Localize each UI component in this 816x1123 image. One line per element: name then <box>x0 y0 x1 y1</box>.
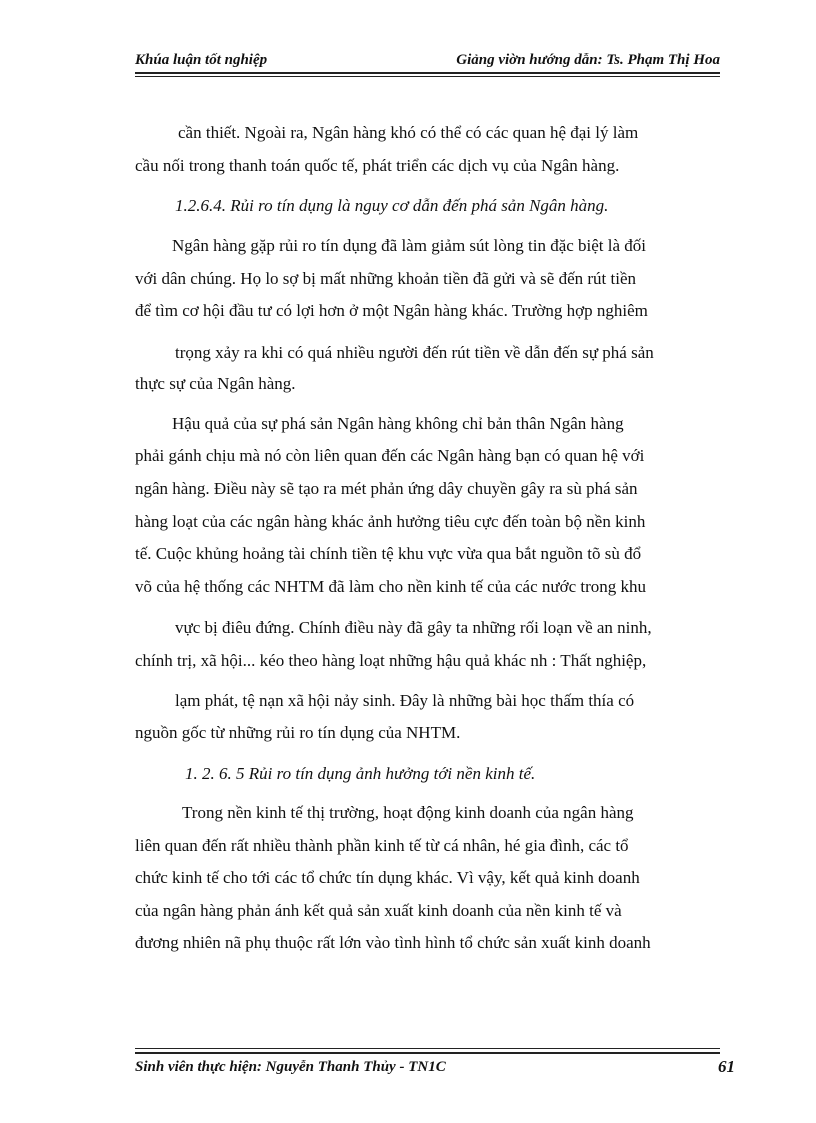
body-line: vực bị điêu đứng. Chính điều này đã gây ta những rối loạn về an ninh, <box>175 618 652 637</box>
body-line: để tìm cơ hội đầu tư có lợi hơn ở một Ngân hàng khác. Trường hợp nghiêm <box>135 301 648 320</box>
body-line: liên quan đến rất nhiều thành phần kinh tế từ cá nhân, hé gia đình, các tổ <box>135 836 629 855</box>
footer-rule-thin <box>135 1048 720 1049</box>
body-line: thực sự của Ngân hàng. <box>135 374 296 393</box>
body-line: nguồn gốc từ những rủi ro tín dụng của NHTM. <box>135 723 461 742</box>
section-heading: 1.2.6.4. Rủi ro tín dụng là nguy cơ dẫn đến phá sản Ngân hàng. <box>175 196 609 215</box>
body-line: đương nhiên nã phụ thuộc rất lớn vào tình hình tổ chức sản xuất kinh doanh <box>135 933 651 952</box>
page-header <box>135 48 720 72</box>
body-line: ngân hàng. Điều này sẽ tạo ra mét phản ứng dây chuyền gây ra sù phá sản <box>135 479 638 498</box>
body-line: tế. Cuộc khủng hoảng tài chính tiền tệ khu vực vừa qua bắt nguồn tõ sù đổ <box>135 544 642 563</box>
body-line: chính trị, xã hội... kéo theo hàng loạt những hậu quả khác nh : Thất nghiệp, <box>135 651 647 670</box>
section-heading: 1. 2. 6. 5 Rủi ro tín dụng ảnh hưởng tới nền kinh tế. <box>185 764 536 783</box>
body-line: lạm phát, tệ nạn xã hội nảy sinh. Đây là những bài học thấm thía có <box>175 691 635 710</box>
body-line: hàng loạt của các ngân hàng khác ảnh hưởng tiêu cực đến toàn bộ nền kinh <box>135 512 646 531</box>
body-line: Hậu quả của sự phá sản Ngân hàng không chỉ bản thân Ngân hàng <box>172 414 624 433</box>
page-number: 61 <box>718 1057 735 1076</box>
body-line: cần thiết. Ngoài ra, Ngân hàng khó có thể có các quan hệ đại lý làm <box>178 123 639 142</box>
body-line: Trong nền kinh tế thị trường, hoạt động kinh doanh của ngân hàng <box>182 803 634 822</box>
header-rule-thick <box>135 72 720 74</box>
body-line: của ngân hàng phản ánh kết quả sản xuất kinh doanh của nền kinh tế và <box>135 901 622 920</box>
footer-rule-thick <box>135 1052 720 1054</box>
body-line: Ngân hàng gặp rủi ro tín dụng đã làm giảm sút lòng tin đặc biệt là đối <box>172 236 647 255</box>
header-rule-thin <box>135 76 720 77</box>
page-footer <box>135 1055 735 1079</box>
footer-student: Sinh viên thực hiện: Nguyễn Thanh Thủy - TN1C <box>135 1059 446 1075</box>
header-thesis-title: Khúa luận tốt nghiệp <box>135 52 268 68</box>
body-line: trọng xảy ra khi có quá nhiều người đến rút tiền về dẫn đến sự phá sản <box>175 343 654 362</box>
body-line: phải gánh chịu mà nó còn liên quan đến các Ngân hàng bạn có quan hệ với <box>135 446 645 465</box>
body-line: cầu nối trong thanh toán quốc tế, phát triển các dịch vụ của Ngân hàng. <box>135 156 620 175</box>
body-line: võ của hệ thống các NHTM đã làm cho nền kinh tế của các nước trong khu <box>135 577 647 596</box>
header-supervisor: Giảng viờn hướng dẫn: Ts. Phạm Thị Hoa <box>456 52 720 68</box>
body-line: với dân chúng. Họ lo sợ bị mất những khoản tiền đã gửi và sẽ đến rút tiền <box>135 269 636 288</box>
body-line: chức kinh tế cho tới các tổ chức tín dụng khác. Vì vậy, kết quả kinh doanh <box>135 868 640 887</box>
